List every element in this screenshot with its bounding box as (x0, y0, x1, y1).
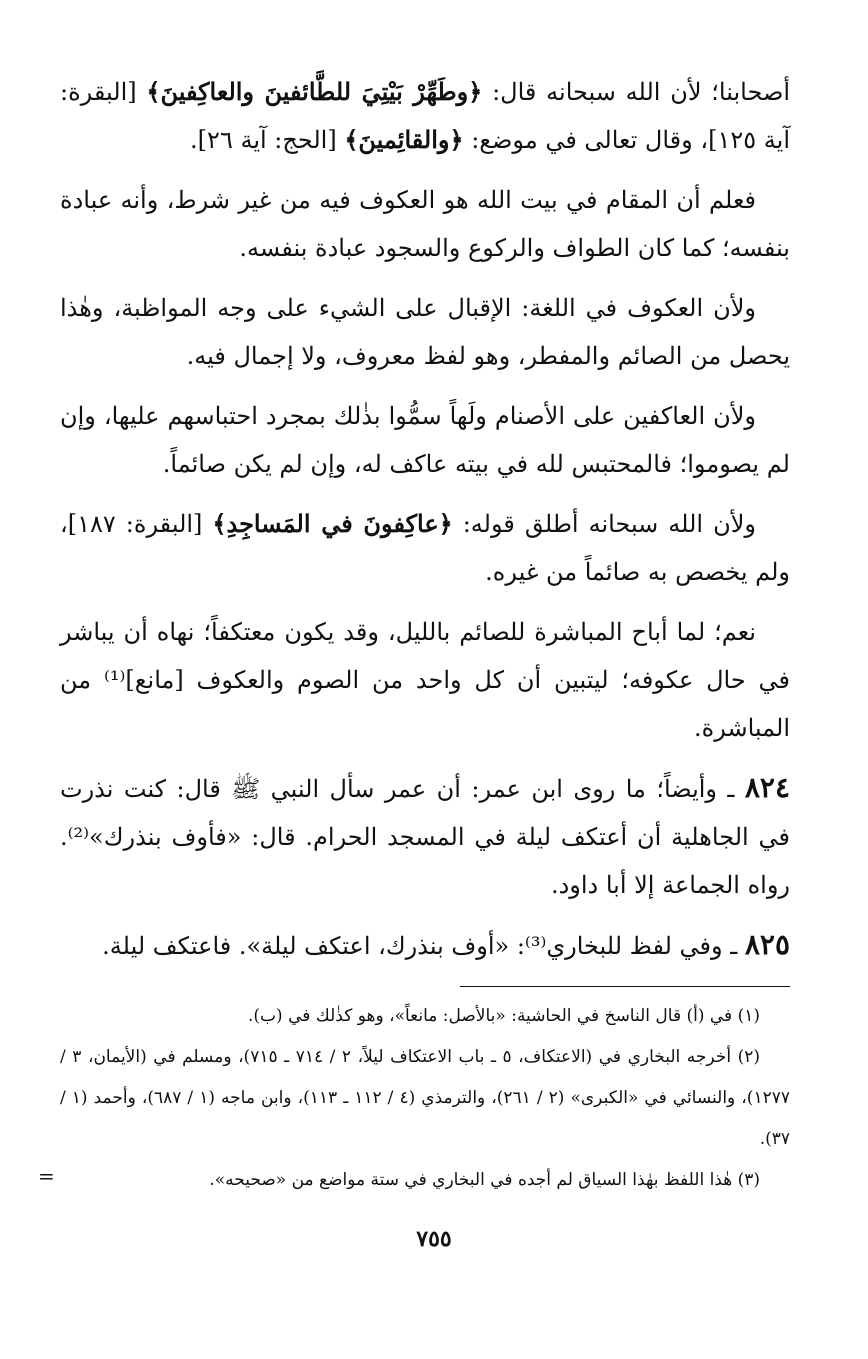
paragraph-2: فعلم أن المقام في بيت الله هو العكوف فيه من غير شرط، وأنه عبادة بنفسه؛ كما كان الطواف والركوع والسجود عبادة بنفسه. (60, 186, 790, 262)
quran-quote: ﴿عاكِفونَ في المَساجِدِ﴾ (212, 509, 453, 538)
hadith-text: ـ وأيضاً؛ ما روى ابن عمر: أن عمر سأل النبي ﷺ قال: كنت نذرت في الجاهلية أن أعتكف ليلة في المسجد الحرام. قال: «فأوف بنذرك»⁽²⁾. رواه الجماعة إلا أبا داود. (60, 775, 790, 899)
hadith-number: ٨٢٥ (744, 928, 790, 961)
footnote-3: (٣) هٰذا اللفظ بهٰذا السياق لم أجده في البخاري في ستة مواضع من «صحيحه». (209, 1170, 760, 1190)
hadith-number: ٨٢٤ (744, 771, 790, 804)
footnote-divider (460, 986, 790, 987)
hadith-text: ـ وفي لفظ للبخاري⁽³⁾: «أوف بنذرك، اعتكف ليلة». فاعتكف ليلة. (102, 932, 745, 960)
text-run: أصحابنا؛ لأن الله سبحانه قال: (482, 78, 790, 106)
text-run: [البقرة: ١٨٧]، ولم يخصص به صائماً من غيره. (60, 510, 790, 586)
hadith-825 (60, 921, 790, 970)
quran-quote: ﴿وطَهِّرْ بَيْتِيَ للطَّائفينَ والعاكِفينَ﴾ (146, 77, 483, 106)
paragraph-6: نعم؛ لما أباح المباشرة للصائم بالليل، وقد يكون معتكفاً؛ نهاه أن يباشر في حال عكوفه؛ ليتبين أن كل واحد من الصوم والعكوف [مانع]⁽¹⁾ من المباشرة. (60, 618, 791, 742)
paragraph-1 (60, 68, 790, 164)
quran-quote: ﴿والقائِمينَ﴾ (344, 125, 464, 154)
text-run: ولأن الله سبحانه أطلق قوله: (452, 510, 756, 538)
footnotes (60, 996, 790, 1201)
paragraph-5 (60, 500, 790, 596)
main-text (60, 68, 790, 982)
paragraph-4: ولأن العاكفين على الأصنام ولَهاً سمُّوا بذٰلك بمجرد احتباسهم عليها، وإن لم يصوموا؛ فالمحتبس لله في بيته عاكف له، وإن لم يكن صائماً. (60, 402, 790, 478)
hadith-824 (60, 764, 790, 909)
footnote-2: (٢) أخرجه البخاري في (الاعتكاف، ٥ ـ باب الاعتكاف ليلاً، ٢ / ٧١٤ ـ ٧١٥)، ومسلم في (الأيمان، ٣ / ١٢٧٧)، والنسائي في «الكبرى» (٢ / ٢٦١)، والترمذي (٤ / ١١٢ ـ ١١٣)، وابن ماجه (١ / ٦٨٧)، وأحمد (١ / ٣٧). (60, 1047, 790, 1149)
page-number: ٧٥٥ (416, 1226, 452, 1252)
text-run: [البقرة: آية ١٢٥]، وقال تعالى في موضع: (60, 78, 790, 154)
continuation-mark: = (38, 1164, 55, 1188)
paragraph-3: ولأن العكوف في اللغة: الإقبال على الشيء على وجه المواظبة، وهٰذا يحصل من الصائم والمفطر، وهو لفظ معروف، ولا إجمال فيه. (60, 294, 790, 370)
footnote-1: (١) في (أ) قال الناسخ في الحاشية: «بالأصل: مانعاً»، وهو كذٰلك في (ب). (248, 1006, 760, 1026)
text-run: [الحج: آية ٢٦]. (190, 126, 345, 154)
